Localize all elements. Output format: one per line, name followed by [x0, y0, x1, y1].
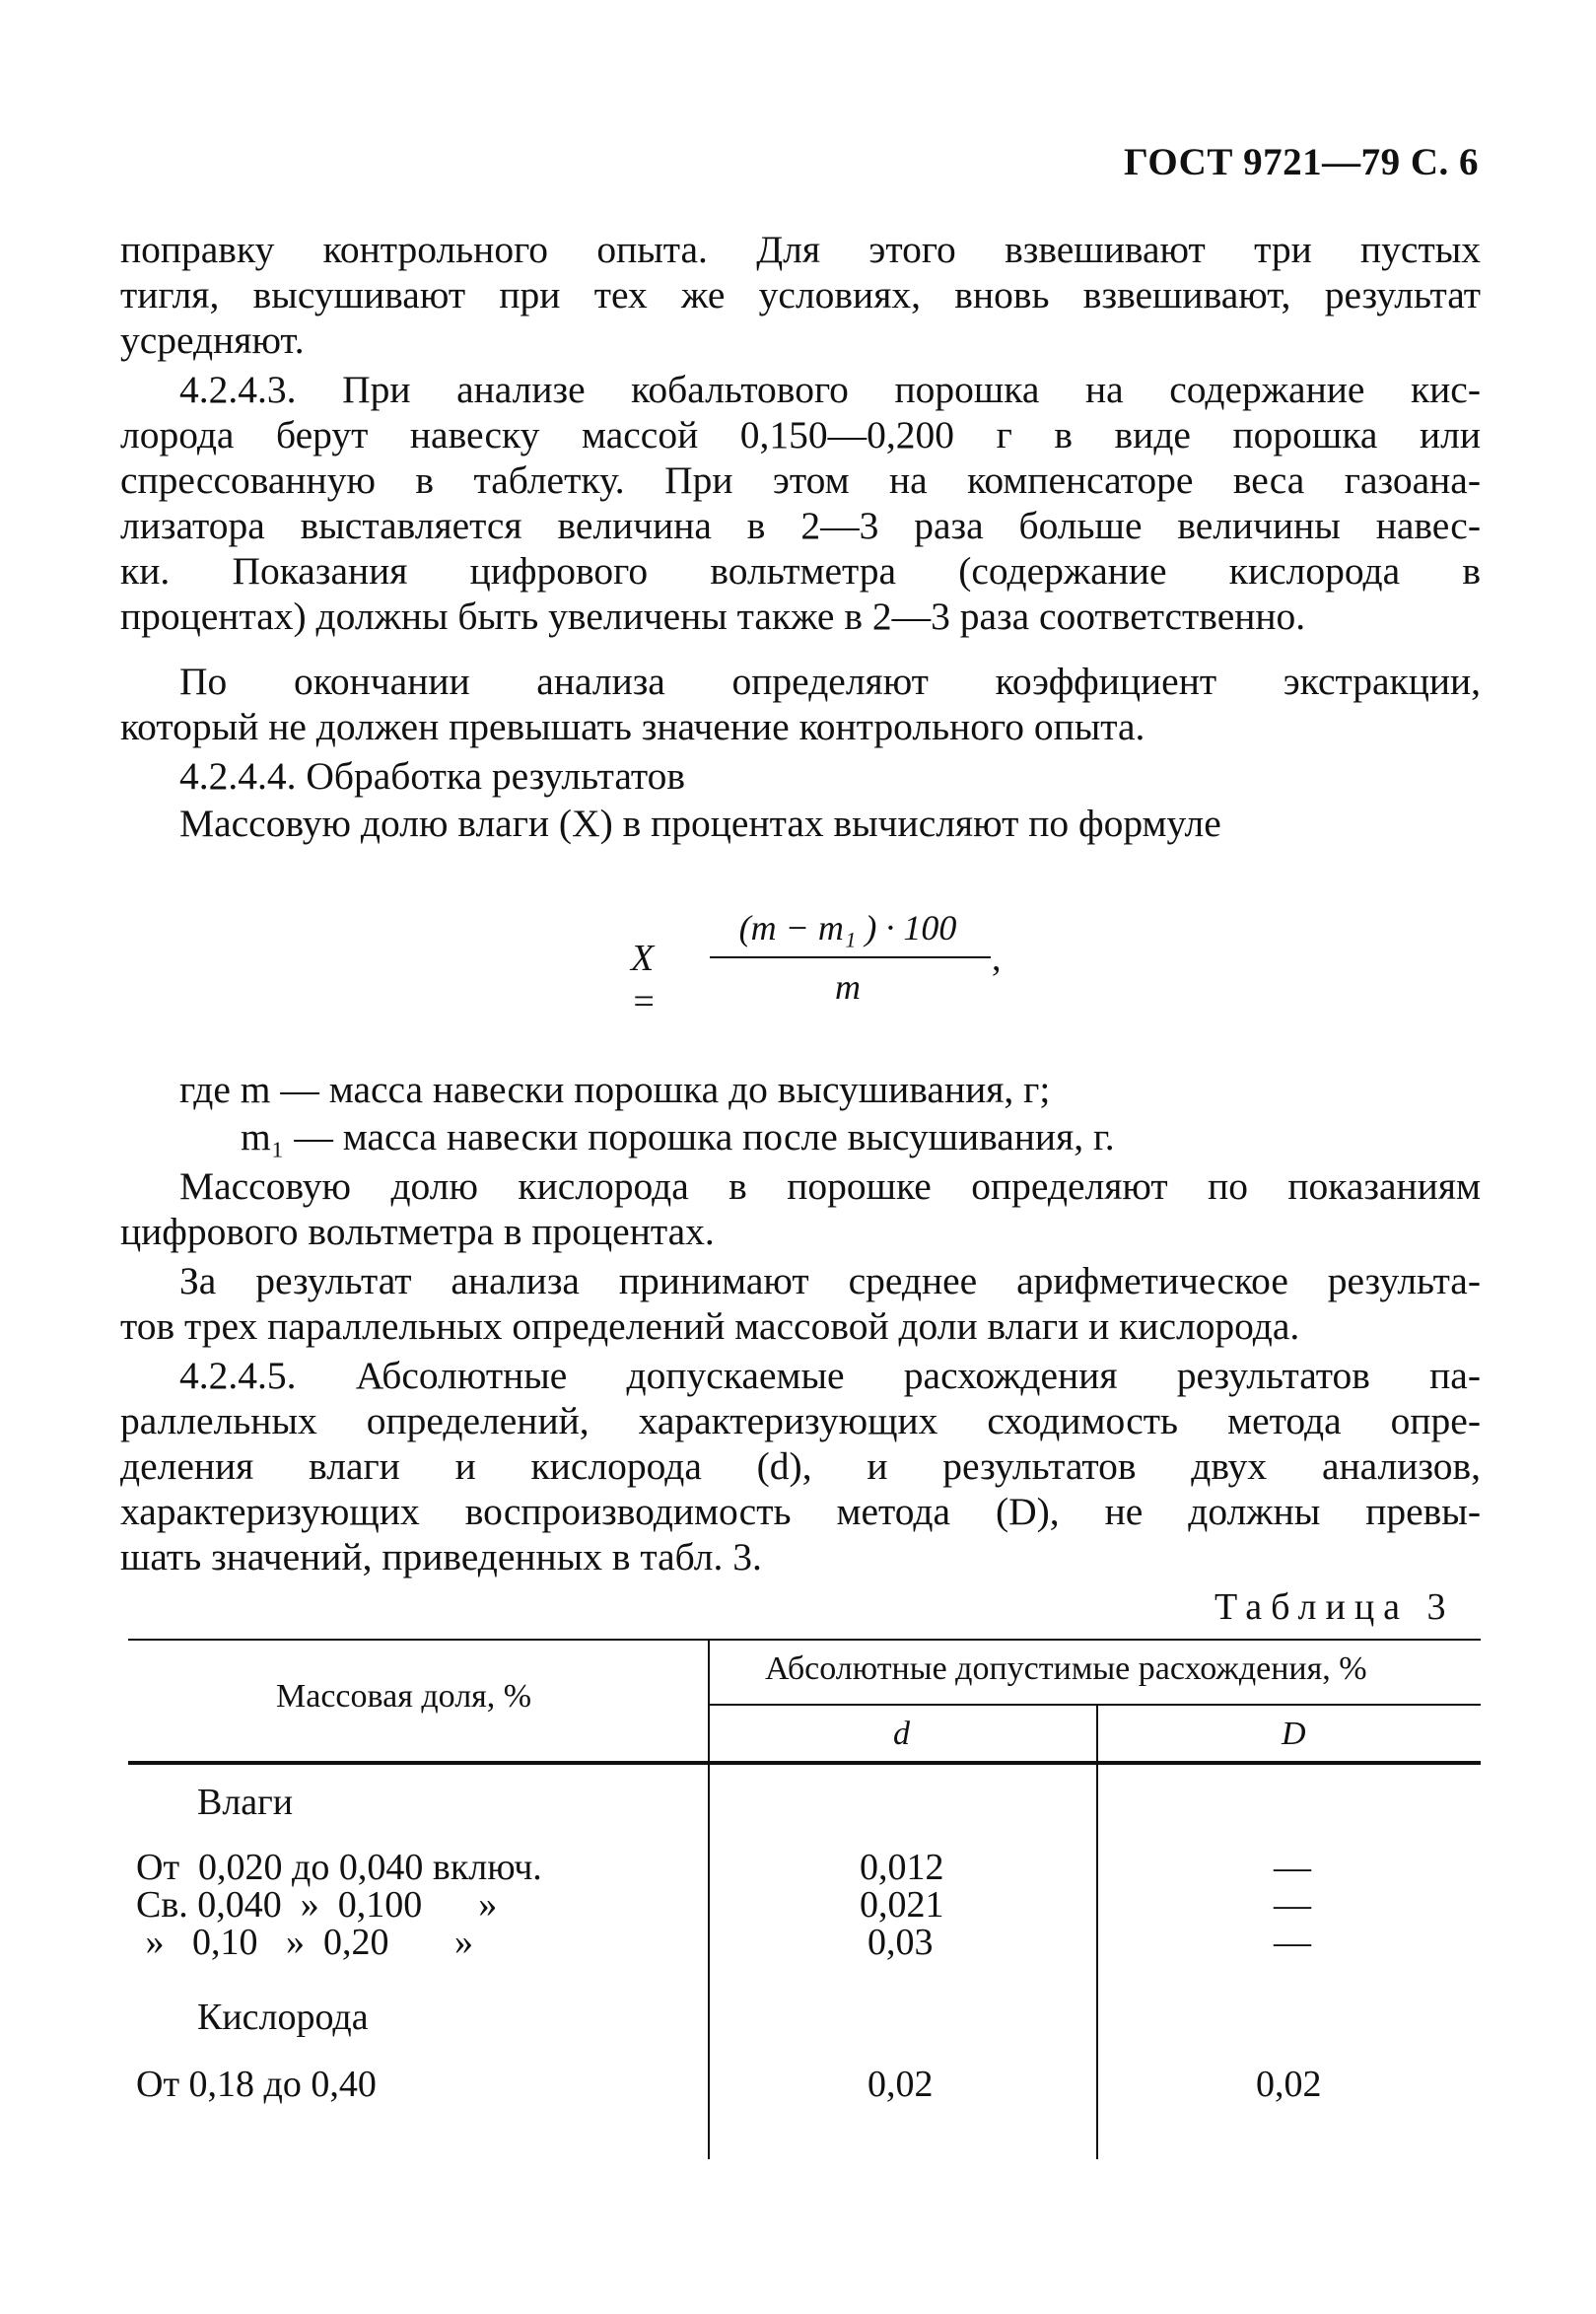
- paragraph-4-2-4-3: [120, 367, 1481, 639]
- table-section-moisture: Влаги: [197, 1782, 294, 1823]
- text-line: спрессованную в таблетку. При этом на компенсаторе веса газоана-: [120, 458, 1481, 502]
- table-col-divider-1: [708, 1639, 710, 2159]
- paragraph-1: [120, 227, 1481, 363]
- paragraph-4-2-4-5: [120, 1353, 1481, 1579]
- text-line: 4.2.4.5. Абсолютные допускаемые расхождения результатов па-: [179, 1354, 1481, 1397]
- text-line: деления влаги и кислорода (d), и результатов двух анализов,: [120, 1444, 1481, 1488]
- table-row-D: 0,02: [1256, 2064, 1322, 2105]
- fraction-bar: [710, 956, 991, 958]
- table-head-rule: [128, 1761, 1481, 1765]
- text-line: шать значений, приведенных в табл. 3.: [120, 1535, 762, 1578]
- paragraph-oxygen: [120, 1163, 1481, 1254]
- table-row-d: 0,02: [867, 2064, 934, 2105]
- table-caption: Таблица 3: [1214, 1586, 1455, 1628]
- paragraph-4-2-4-4: [120, 753, 1481, 799]
- formula-comma: ,: [992, 938, 1002, 979]
- where-line-2: m₁ — масса навески порошка после высушивания, г.: [241, 1115, 1115, 1158]
- table-head-D: D: [1282, 1716, 1306, 1752]
- table-row-label: От 0,18 до 0,40: [136, 2064, 377, 2105]
- table-head-abs-deviation: Абсолютные допустимые расхождения, %: [765, 1650, 1367, 1687]
- text-line: По окончании анализа определяют коэффициент экстракции,: [179, 660, 1481, 703]
- table-row-label: От 0,020 до 0,040 включ.: [136, 1847, 542, 1888]
- section-heading: 4.2.4.4. Обработка результатов: [179, 754, 686, 798]
- paragraph-formula-intro: [120, 801, 1481, 846]
- where-line-1: где m — масса навески порошка до высушивания, г;: [179, 1068, 1051, 1111]
- text-line: Массовую долю кислорода в порошке определяют по показаниям: [179, 1164, 1481, 1208]
- text-line: который не должен превышать значение контрольного опыта.: [120, 705, 1145, 748]
- formula-denominator: m: [835, 967, 861, 1007]
- text-line: характеризующих воспроизводимость метода (D), не должны превы-: [120, 1490, 1481, 1533]
- text-line: поправку контрольного опыта. Для этого взвешивают три пустых: [120, 228, 1481, 271]
- text-line: тов трех параллельных определений массовой доли влаги и кислорода.: [120, 1304, 1300, 1348]
- table-top-rule: [128, 1639, 1481, 1641]
- page-header: ГОСТ 9721—79 С. 6: [1124, 141, 1479, 183]
- table-row-d: 0,012: [860, 1847, 944, 1888]
- text-line: ки. Показания цифрового вольтметра (содержание кислорода в: [120, 549, 1481, 593]
- text-line: процентах) должны быть увеличены также в 2—3 раза соответственно.: [120, 595, 1306, 638]
- text-line: лорода берут навеску массой 0,150—0,200 г в виде порошка или: [120, 413, 1481, 456]
- table-subhead-rule: [708, 1704, 1481, 1706]
- paragraph-result: [120, 1258, 1481, 1349]
- paragraph-extraction: [120, 659, 1481, 749]
- text-line: 4.2.4.3. При анализе кобальтового порошка на содержание кис-: [179, 368, 1481, 411]
- table-row-label: » 0,10 » 0,20 »: [136, 1922, 473, 1963]
- table-section-oxygen: Кислорода: [197, 1997, 369, 2038]
- table-row-label: Св. 0,040 » 0,100 »: [136, 1884, 498, 1926]
- table-head-mass-fraction: Массовая доля, %: [276, 1678, 532, 1715]
- table-row-D: —: [1274, 1884, 1311, 1926]
- text-line: цифрового вольтметра в процентах.: [120, 1210, 715, 1253]
- table-row-d: 0,03: [867, 1922, 934, 1963]
- table-row-D: —: [1274, 1922, 1311, 1963]
- text-line: тигля, высушивают при тех же условиях, вновь взвешивают, результат: [120, 273, 1481, 316]
- text-line: лизатора выставляется величина в 2—3 раза больше величины навес-: [120, 504, 1481, 547]
- formula-numerator: (m − m₁ ) · 100: [738, 908, 957, 947]
- text-line: усредняют.: [120, 318, 305, 362]
- table-col-divider-2: [1096, 1704, 1098, 2159]
- table-row-d: 0,021: [860, 1884, 944, 1926]
- text-line: Массовую долю влаги (X) в процентах вычисляют по формуле: [179, 802, 1221, 845]
- table-row-D: —: [1274, 1847, 1311, 1888]
- text-line: раллельных определений, характеризующих сходимость метода опре-: [120, 1399, 1481, 1442]
- formula-lhs: X =: [631, 938, 657, 1022]
- table-head-d: d: [893, 1716, 910, 1752]
- text-line: За результат анализа принимают среднее арифметическое результа-: [179, 1259, 1481, 1302]
